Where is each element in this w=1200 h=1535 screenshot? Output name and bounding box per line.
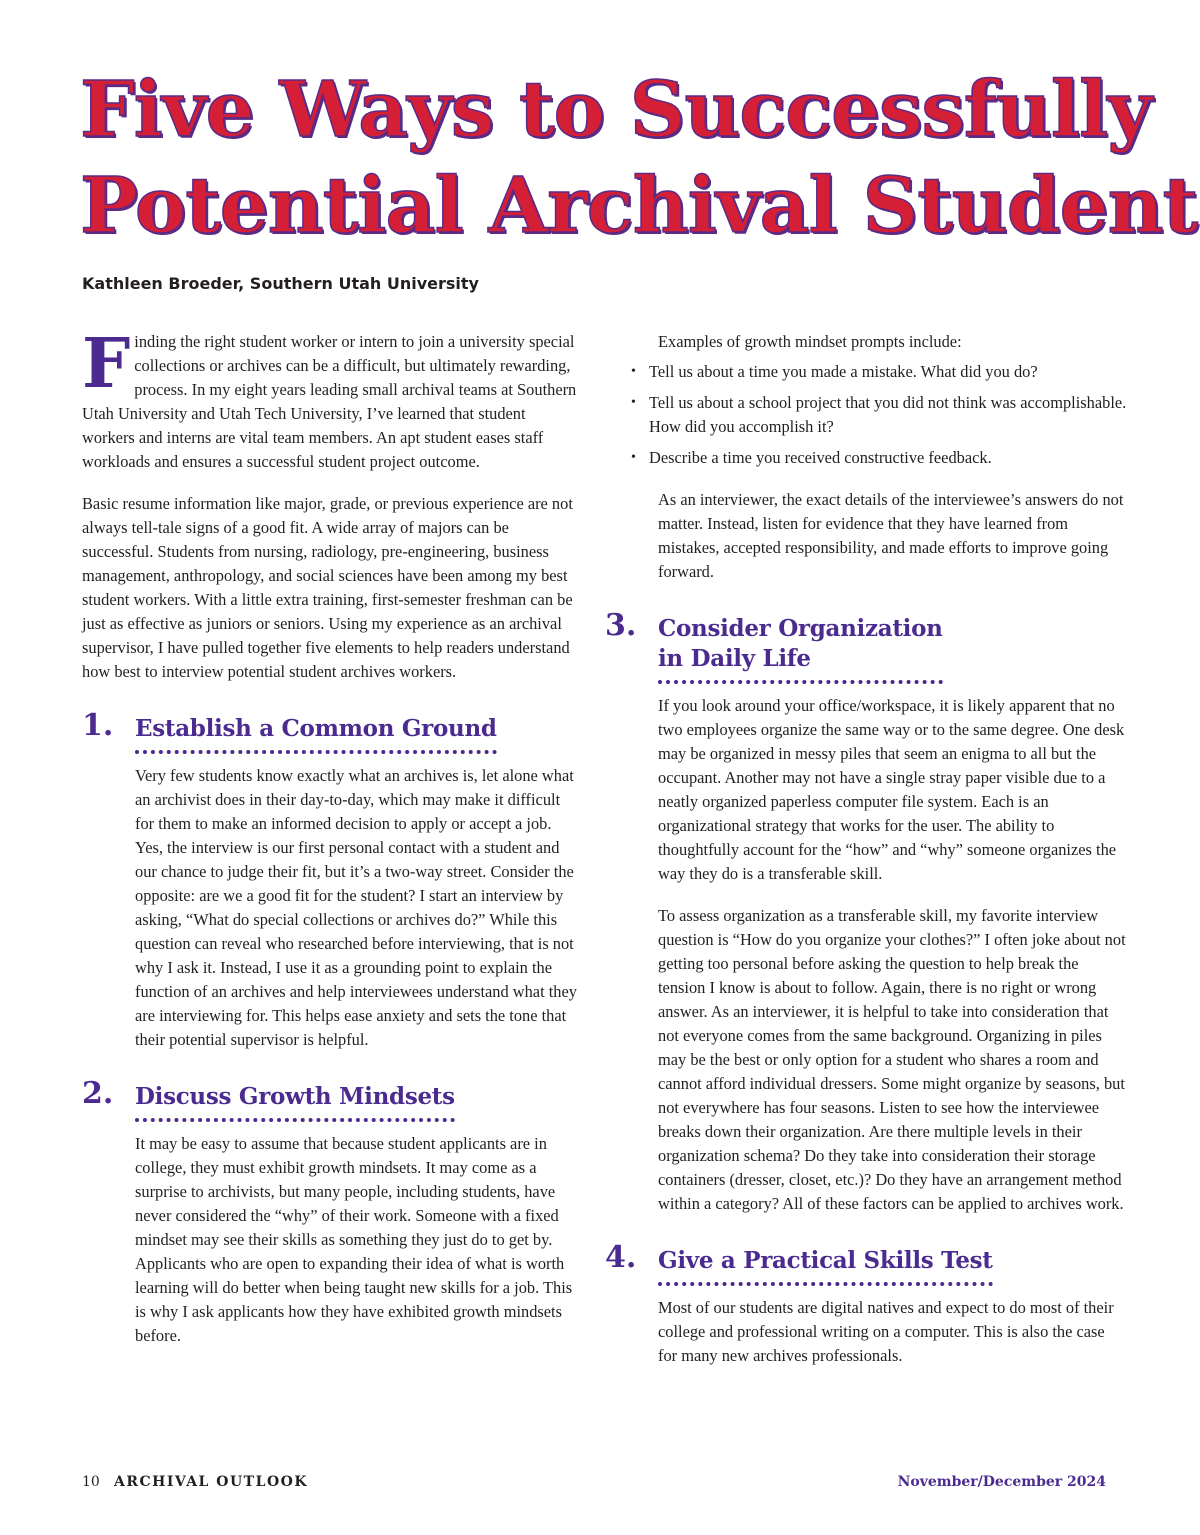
section-1-number: 1. [82, 708, 114, 743]
section-1-header [82, 708, 582, 754]
list-item: • Describe a time you received constructive feedback. [649, 446, 1127, 470]
intro-paragraph [82, 324, 582, 474]
prompts-list [605, 360, 1127, 470]
resume-paragraph: Basic resume information like major, grade, or previous experience are not always tell-tale signs of a good fit. A wide array of majors can be successful. Students from nursing, radiology, pre-engineering, business management, anthropology, and social sciences have been among my best student workers. With a little extra training, first-semester freshman can be just as effective as juniors or seniors. Using my experience as an archival supervisor, I have pulled together five elements to help readers understand how best to interview potential student archives workers. [82, 494, 573, 681]
list-item: • Tell us about a time you made a mistake. What did you do? [649, 360, 1127, 384]
section-3-heading-line-2: in Daily Life [658, 645, 811, 672]
left-column [82, 324, 582, 1348]
section-1-body: Very few students know exactly what an archives is, let alone what an archivist does in their day-to-day, which may make it difficult for them to make an informed decision to apply or accept a job. Yes, the interview is our first personal contact with a student and our chance to judge their fit, but it’s a two-way street. Consider the opposite: are we a good fit for the student? I start an interview by asking, “What do special collections or archives do?” While this question can reveal who researched before interviewing, that is not why I ask it. Instead, I use it as a grounding point to explain the function of an archives and help interviewees understand what they are interviewing for. This helps ease anxiety and sets the tone that their potential supervisor is helpful. [135, 766, 577, 1049]
section-3-body-2: To assess organization as a transferable skill, my favorite interview question is “How do you organize your clothes?” I often joke about not getting too personal before asking the question to help break the tension I know is about to follow. Again, there is no right or wrong answer. As an interviewer, it is helpful to take into consideration that not everyone comes from the same background. Organizing in piles may be the best or only option for a student who shares a room and cannot afford individual dressers. Some might organize by seasons, but not everywhere has four seasons. Listen to see how the interviewee breaks down their organization. Are there multiple levels in their organization schema? Do they take into consideration their storage containers (dresser, closet, etc.)? Do they have an arrangement method within a category? All of these factors can be applied to archives work. [658, 906, 1126, 1213]
right-column [605, 330, 1127, 1368]
list-item: • Tell us about a school project that you did not think was accomplishable. How did you accomplish it? [649, 391, 1127, 439]
section-3-body-1: If you look around your office/workspace, it is likely apparent that no two employees organize the same way or to the same degree. One desk may be organized in messy piles that seem an enigma to all but the occupant. Another may not have a single stray paper visible due to a neatly organized paperless computer file system. Each is an organizational strategy that works for the user. The ability to thoughtfully account for the “how” and “why” someone organizes the way they do is a transferable skill. [658, 696, 1125, 883]
section-2-number: 2. [82, 1076, 114, 1111]
section-3-heading-line-1: Consider Organization [658, 615, 943, 642]
page-number: 10 [82, 1474, 100, 1490]
section-3-number: 3. [605, 608, 637, 643]
intro-text: inding the right student worker or intern to join a university special collections or archives can be a difficult, but ultimately rewarding, process. In my eight years leading small archival teams at Southern Utah University and Utah Tech University, I’ve learned that student workers and interns are vital team members. An apt student eases staff workloads and ensures a successful student project outcome. [82, 332, 577, 471]
section-2-heading: Discuss Growth Mindsets [135, 1082, 455, 1122]
section-4-body: Most of our students are digital natives and expect to do most of their college and professional writing on a computer. This is also the case for many new archives professionals. [658, 1298, 1114, 1365]
section-2-body: It may be easy to assume that because student applicants are in college, they must exhibit growth mindsets. It may come as a surprise to archivists, but many people, including students, have never considered the “why” of their work. Someone with a fixed mindset may see their skills as something they just do to get by. Applicants who are open to expanding their idea of what is worth learning will do better when being taught new skills for a job. This is why I ask applicants how they have exhibited growth mindsets before. [135, 1134, 573, 1345]
section-4-heading: Give a Practical Skills Test [658, 1246, 993, 1286]
publication-name: ARCHIVAL OUTLOOK [114, 1474, 308, 1490]
page-footer [82, 1474, 1106, 1494]
section-4-number: 4. [605, 1240, 637, 1275]
drop-cap: F [82, 324, 131, 404]
section-4-header [605, 1240, 1127, 1286]
prompts-intro: Examples of growth mindset prompts include: [658, 332, 962, 351]
article-title-line-2: Potential Archival Student [80, 161, 1198, 251]
section-2-header [82, 1076, 582, 1122]
issue-date: November/December 2024 [897, 1474, 1106, 1490]
author-byline: Kathleen Broeder, Southern Utah University [82, 274, 479, 293]
interviewer-paragraph: As an interviewer, the exact details of the interviewee’s answers do not matter. Instead, listen for evidence that they have learned from mistakes, accepted responsibility, and made efforts to improve going forward. [658, 490, 1124, 581]
section-3-header [605, 608, 1127, 684]
article-title-line-1: Five Ways to Successfully [80, 65, 1152, 155]
section-3-heading [658, 614, 943, 684]
article-title [80, 62, 1200, 254]
section-1-heading: Establish a Common Ground [135, 714, 497, 754]
